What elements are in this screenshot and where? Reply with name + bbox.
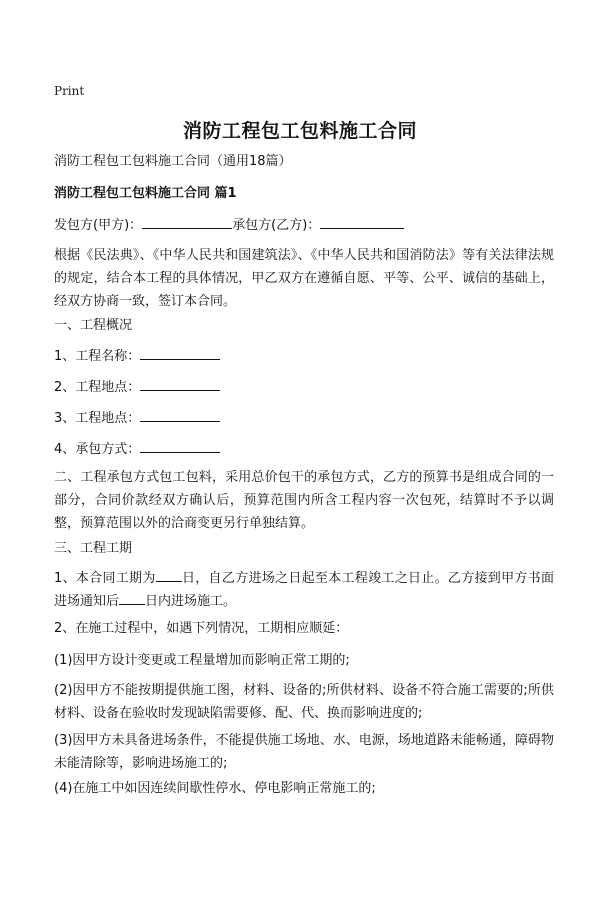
document-subtitle: 消防工程包工包料施工合同（通用18篇） (54, 154, 292, 169)
party-b-label: 承包方(乙方)： (232, 218, 321, 233)
term1-blank-entry-days (119, 590, 145, 605)
term1-blank-days (156, 567, 182, 582)
term1-part1: 1、本合同工期为 (54, 571, 156, 586)
item-project-name (54, 345, 554, 368)
section-heading: 消防工程包工包料施工合同 篇1 (54, 186, 237, 201)
document-title: 消防工程包工包料施工合同 (182, 120, 417, 142)
item-project-location-2 (54, 407, 554, 430)
party-b-blank (320, 214, 404, 229)
term1-part2: 日，自乙方进场之日起至本工程竣工之日止。乙方接到甲方书面进场通知后 (54, 571, 554, 609)
condition-2: (2)因甲方不能按期提供施工图，材料、设备的;所供材料、设备不符合施工需要的;所供材料、设备在验收时发现缺陷需要修、配、代、换而影响进度的; (54, 683, 554, 721)
section2-paragraph: 二、工程承包方式包工包料，采用总价包干的承包方式，乙方的预算书是组成合同的一部分，合同价款经双方确认后，预算范围内所含工程内容一次包死，结算时不予以调整，预算范围以外的洽商变更另行单独结算。 (54, 470, 554, 531)
parties-line (54, 214, 554, 237)
term1-part3: 日内进场施工。 (145, 594, 237, 609)
condition-4: (4)在施工中如因连续间歇性停水、停电影响正常施工的; (54, 781, 376, 796)
item-project-location (54, 376, 554, 399)
item1-label: 1、工程名称： (54, 349, 141, 364)
item-contract-mode (54, 438, 554, 461)
party-a-label: 发包方(甲方)： (54, 218, 143, 233)
item4-blank (140, 438, 220, 453)
item1-blank (140, 345, 220, 360)
item3-label: 3、工程地点： (54, 411, 141, 426)
section1-heading: 一、工程概况 (54, 318, 133, 333)
intro-paragraph: 根据《民法典》、《中华人民共和国建筑法》、《中华人民共和国消防法》等有关法律法规的规定，结合本工程的具体情况，甲乙双方在遵循自愿、平等、公平、诚信的基础上，经双方协商一致，签订本合同。 (54, 248, 554, 309)
item2-blank (140, 376, 220, 391)
item4-label: 4、承包方式： (54, 442, 141, 457)
item2-label: 2、工程地点： (54, 380, 141, 395)
section3-heading: 三、工程工期 (54, 541, 133, 556)
term2-line: 2、在施工过程中，如遇下列情况，工期相应顺延： (54, 621, 349, 636)
condition-1: (1)因甲方设计变更或工程量增加而影响正常工期的; (54, 653, 350, 668)
party-a-blank (142, 214, 232, 229)
condition-3: (3)因甲方未具备进场条件，不能提供施工场地、水、电源，场地道路未能畅通，障碍物未能清除等，影响进场施工的; (54, 733, 554, 771)
item3-blank (140, 407, 220, 422)
term1-paragraph (54, 567, 554, 613)
print-label: Print (54, 84, 85, 98)
